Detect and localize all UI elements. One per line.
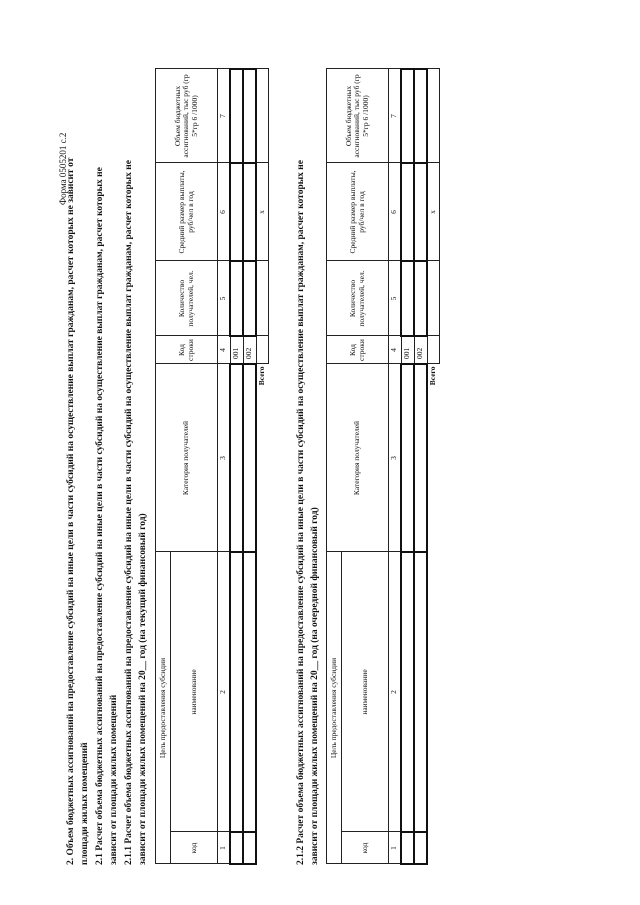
section-2-1-1-heading-line2: зависит от площади жилых помещений на 20__ год (на текущий финансовый год)	[138, 513, 148, 865]
total-count[interactable]	[256, 261, 269, 336]
cell-input[interactable]	[401, 364, 414, 552]
cell-input[interactable]	[414, 832, 427, 864]
cell-input[interactable]	[401, 69, 414, 163]
header-code: код	[342, 832, 389, 864]
header-volume: Объем бюджетных ассигнований, тыс руб (гр 5*гр 6 /1000)	[327, 69, 389, 163]
col-number: 4	[389, 336, 402, 364]
section-2-1-2-heading-line1: 2.1.2 Расчет объема бюджетных ассигнований на предоставление субсидий на иные цели в части субсидий на осуществление выплат гражданам, расчет которых не	[296, 160, 306, 865]
cell-input[interactable]	[401, 261, 414, 336]
cell-input[interactable]	[401, 163, 414, 261]
section-2-1-heading-line2: зависит от площади жилых помещений	[109, 694, 119, 865]
cell-input[interactable]	[243, 832, 256, 864]
cell-input[interactable]	[414, 364, 427, 552]
table-2-1-2	[326, 68, 440, 865]
header-avg-payment: Средний размер выплаты, руб/чел в год	[156, 163, 218, 261]
header-code: код	[171, 832, 218, 864]
header-avg-payment: Средний размер выплаты, руб/чел в год	[327, 163, 389, 261]
cell-input[interactable]	[414, 163, 427, 261]
total-label: Всего	[257, 366, 267, 386]
cell-input[interactable]	[230, 364, 243, 552]
col-number: 6	[389, 163, 402, 261]
total-count[interactable]	[427, 261, 440, 336]
total-volume[interactable]	[427, 69, 440, 163]
total-label: Всего	[428, 366, 438, 386]
col-number: 6	[218, 163, 231, 261]
section-2-1-heading-line1: 2.1 Расчет объема бюджетных ассигнований на предоставление субсидий на иные цели в части субсидий на осуществление выплат гражданам, расчет которых не	[95, 167, 105, 865]
total-row-code	[256, 336, 269, 364]
cell-input[interactable]	[230, 163, 243, 261]
cell-input[interactable]	[230, 69, 243, 163]
cell-input[interactable]	[230, 832, 243, 864]
section-2-heading-line1: 2. Объем бюджетных ассигнований на предоставление субсидий на иные цели в части субсидий на осуществление выплат гражданам, расчет которых не зависит от	[66, 157, 76, 865]
header-row-code: Код строки	[156, 336, 218, 364]
header-count: Количество получателей, чел.	[327, 261, 389, 336]
cell-input[interactable]	[243, 552, 256, 832]
header-name: наименование	[171, 552, 218, 832]
cell-input[interactable]	[414, 552, 427, 832]
cell-input[interactable]	[401, 552, 414, 832]
row-code: 001	[401, 336, 414, 364]
col-number: 3	[389, 364, 402, 552]
cell-input[interactable]	[414, 261, 427, 336]
row-code: 002	[414, 336, 427, 364]
header-goal: Цель предоставления субсидии	[156, 552, 171, 864]
cell-input[interactable]	[414, 69, 427, 163]
header-volume: Объем бюджетных ассигнований, тыс руб (гр 5*гр 6 /1000)	[156, 69, 218, 163]
table-2-1-1	[155, 68, 269, 865]
section-2-heading-line2: площади жилых помещений	[80, 742, 90, 865]
cell-input[interactable]	[230, 261, 243, 336]
cell-input[interactable]	[243, 163, 256, 261]
header-name: наименование	[342, 552, 389, 832]
col-number: 1	[218, 832, 231, 864]
col-number: 2	[218, 552, 231, 832]
cell-input[interactable]	[243, 261, 256, 336]
cell-input[interactable]	[230, 552, 243, 832]
section-2-1-2-heading-line2: зависит от площади жилых помещений на 20__ год (на очередной финансовый год)	[310, 507, 320, 865]
col-number: 7	[218, 69, 231, 163]
section-2-1-1-heading-line1: 2.1.1 Расчет объема бюджетных ассигнований на предоставление субсидий на иные цели в части субсидий на осуществление выплат гражданам, расчет которых не	[124, 160, 134, 865]
row-code: 001	[230, 336, 243, 364]
col-number: 1	[389, 832, 402, 864]
total-avg-x: x	[427, 163, 440, 261]
header-row-code: Код строки	[327, 336, 389, 364]
col-number: 7	[389, 69, 402, 163]
header-goal: Цель предоставления субсидии	[327, 552, 342, 864]
total-avg-x: x	[256, 163, 269, 261]
cell-input[interactable]	[243, 69, 256, 163]
col-number: 5	[218, 261, 231, 336]
col-number: 3	[218, 364, 231, 552]
form-code: Форма 0505201 с.2	[58, 132, 68, 205]
header-count: Количество получателей, чел.	[156, 261, 218, 336]
cell-input[interactable]	[401, 832, 414, 864]
header-category: Категория получателей	[327, 364, 389, 552]
col-number: 5	[389, 261, 402, 336]
total-volume[interactable]	[256, 69, 269, 163]
header-category: Категория получателей	[156, 364, 218, 552]
row-code: 002	[243, 336, 256, 364]
cell-input[interactable]	[243, 364, 256, 552]
col-number: 4	[218, 336, 231, 364]
total-row-code	[427, 336, 440, 364]
col-number: 2	[389, 552, 402, 832]
